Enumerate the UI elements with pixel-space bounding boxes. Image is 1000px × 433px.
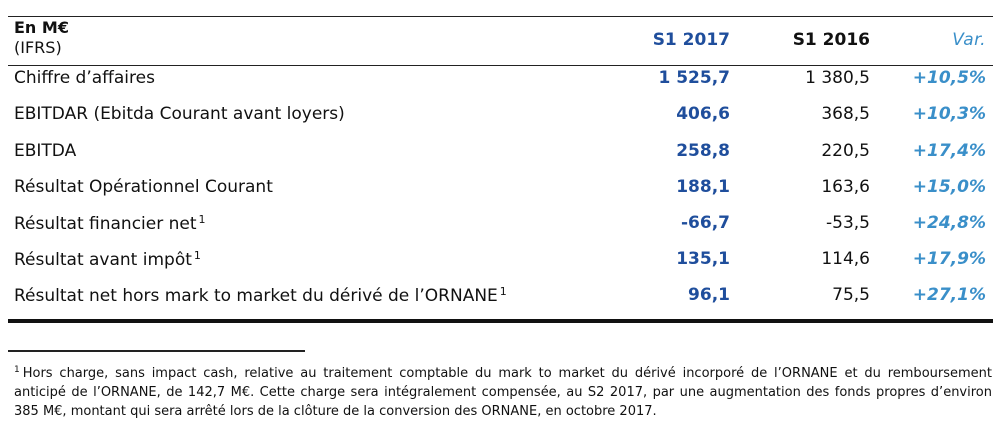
value-s1-2017: 1 525,7 bbox=[658, 68, 730, 88]
value-variation: +27,1% bbox=[912, 285, 986, 305]
row-label: Résultat net hors mark to market du dérivé de l’ORNANE $^1$ bbox=[14, 285, 507, 306]
value-variation: +17,9% bbox=[912, 249, 986, 269]
row-label: Résultat Opérationnel Courant bbox=[14, 177, 273, 197]
value-s1-2017: -66,7 bbox=[681, 213, 730, 233]
row-label: Chiffre d’affaires bbox=[14, 68, 155, 88]
table-bottom-rule bbox=[8, 319, 993, 323]
row-label: Résultat avant impôt $^1$ bbox=[14, 249, 201, 270]
value-s1-2017: 258,8 bbox=[676, 141, 730, 161]
value-s1-2017: 135,1 bbox=[676, 249, 730, 269]
value-s1-2016: 163,6 bbox=[821, 177, 870, 197]
footnote-separator bbox=[8, 350, 305, 352]
table-row bbox=[0, 68, 1000, 104]
footnote-ref: 1 bbox=[198, 213, 206, 226]
standard-label: (IFRS) bbox=[14, 38, 62, 57]
column-header-s1-2016: S1 2016 bbox=[792, 30, 870, 50]
footnote-marker: 1 bbox=[14, 365, 20, 375]
row-label: EBITDA bbox=[14, 141, 77, 161]
unit-label: En M€ bbox=[14, 18, 69, 37]
row-label: Résultat financier net $^1$ bbox=[14, 213, 206, 234]
table-row bbox=[0, 177, 1000, 213]
value-variation: +17,4% bbox=[912, 141, 986, 161]
table-header-rule bbox=[8, 65, 993, 66]
table-row bbox=[0, 285, 1000, 321]
table-row bbox=[0, 104, 1000, 140]
value-s1-2016: 1 380,5 bbox=[805, 68, 870, 88]
footnote bbox=[14, 361, 992, 421]
value-variation: +10,3% bbox=[912, 104, 986, 124]
value-s1-2016: -53,5 bbox=[826, 213, 870, 233]
table-row bbox=[0, 141, 1000, 177]
column-header-s1-2017: S1 2017 bbox=[652, 30, 730, 50]
table-row bbox=[0, 213, 1000, 249]
value-variation: +24,8% bbox=[912, 213, 986, 233]
value-s1-2017: 188,1 bbox=[676, 177, 730, 197]
footnote-ref: 1 bbox=[193, 249, 201, 262]
column-header-variation: Var. bbox=[952, 30, 986, 50]
value-s1-2016: 75,5 bbox=[832, 285, 870, 305]
footnote-text: Hors charge, sans impact cash, relative au traitement comptable du mark to market du dérivé incorporé de l’ORNANE et du remboursement anticipé de l’ORNANE, de 142,7 M€. Cette charge sera intégralement compensée, au S2 2017, par une augmentation des fonds propres d’environ 385 M€, montant qui sera arrêté lors de la clôture de la conversion des ORNANE, en octobre 2017. bbox=[14, 366, 992, 419]
footnote-ref: 1 bbox=[499, 285, 507, 298]
value-s1-2016: 368,5 bbox=[821, 104, 870, 124]
value-variation: +15,0% bbox=[912, 177, 986, 197]
row-label: EBITDAR (Ebitda Courant avant loyers) bbox=[14, 104, 345, 124]
value-s1-2017: 406,6 bbox=[676, 104, 730, 124]
value-s1-2016: 220,5 bbox=[821, 141, 870, 161]
value-variation: +10,5% bbox=[912, 68, 986, 88]
value-s1-2016: 114,6 bbox=[821, 249, 870, 269]
table-row bbox=[0, 249, 1000, 285]
unit-header bbox=[14, 18, 69, 58]
value-s1-2017: 96,1 bbox=[688, 285, 730, 305]
table-top-rule bbox=[8, 16, 993, 17]
